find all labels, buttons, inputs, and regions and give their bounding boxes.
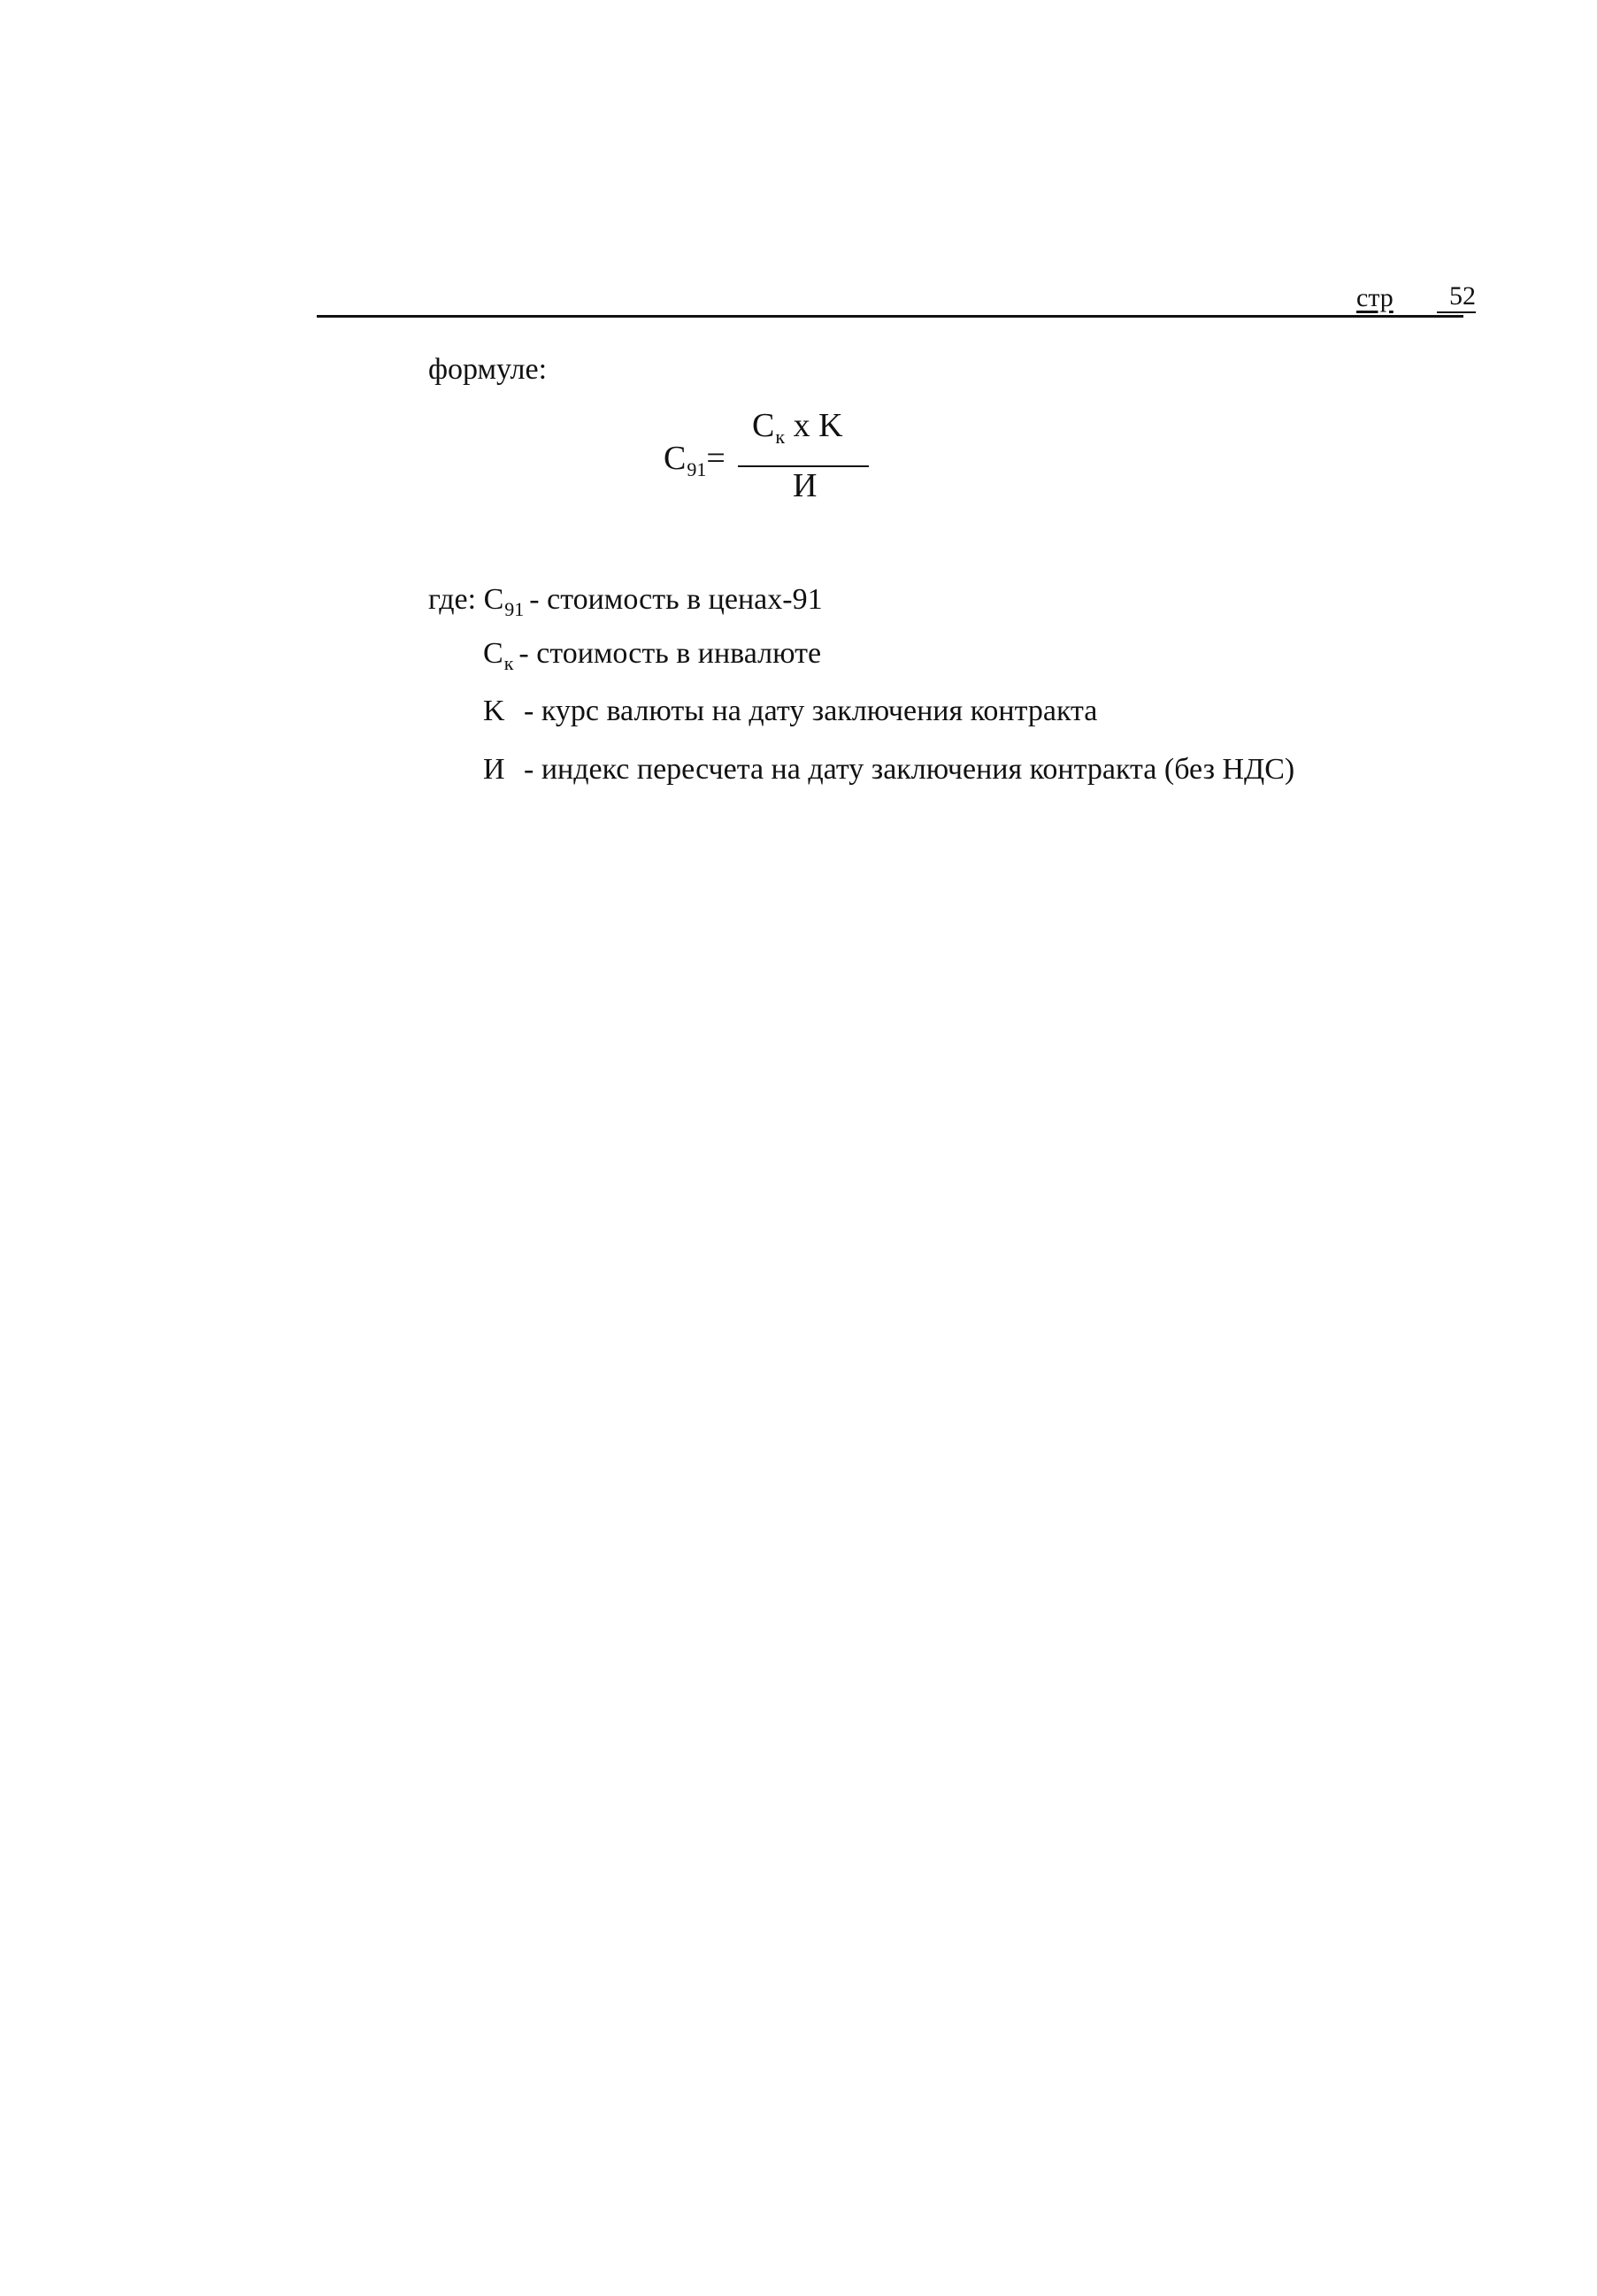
legend-dash: - <box>524 753 534 786</box>
legend-symbol: K <box>483 695 505 727</box>
formula-equals: = <box>706 440 726 477</box>
legend-dash: - <box>524 695 534 727</box>
intro-text: формуле: <box>428 353 548 386</box>
legend-text: стоимость в ценах-91 <box>539 583 823 616</box>
page-number: 52 <box>1437 281 1476 313</box>
formula-numerator-subscript: к <box>775 426 786 448</box>
legend-symbol: И <box>483 753 505 786</box>
formula-denominator: И <box>793 467 818 504</box>
legend-item <box>483 752 1294 787</box>
legend-symbol <box>483 636 513 674</box>
page-label: стр <box>1356 283 1394 312</box>
formula-numerator-symbol: C <box>752 407 775 444</box>
formula-lhs-subscript: 91 <box>687 458 707 480</box>
legend-item <box>428 582 823 620</box>
legend-text: курс валюты на дату заключения контракта <box>534 695 1098 727</box>
legend-symbol-subscript: 91 <box>504 598 525 620</box>
legend-item <box>483 636 821 674</box>
formula-numerator-rest: x K <box>785 407 843 444</box>
legend-symbol <box>484 582 525 620</box>
legend-dash: - <box>518 637 529 670</box>
formula-lhs <box>664 441 726 480</box>
formula-lhs-symbol: C <box>664 440 687 477</box>
legend-symbol-letter: C <box>483 583 504 616</box>
legend-symbol-subscript: к <box>503 652 514 674</box>
legend-item <box>483 694 1097 729</box>
legend-text: стоимость в инвалюте <box>528 637 822 670</box>
legend-dash: - <box>529 583 540 616</box>
header-rule <box>317 315 1463 318</box>
legend-prefix: где: <box>428 583 484 616</box>
legend-symbol-letter: C <box>483 637 503 670</box>
formula-numerator <box>752 408 843 448</box>
legend-text: индекс пересчета на дату заключения контракта (без НДС) <box>534 753 1295 786</box>
